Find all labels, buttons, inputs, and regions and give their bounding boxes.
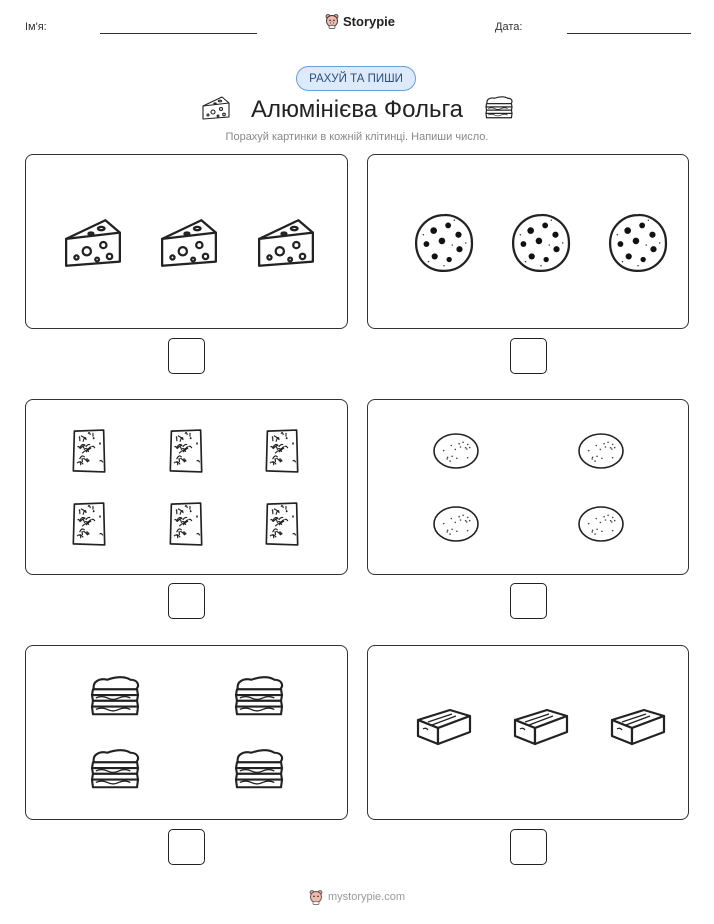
sandwich-icon [232,747,286,793]
cheese-icon [62,216,124,270]
foil-sheet-icon [168,501,204,547]
instructions: Порахуй картинки в кожній клітинці. Напиши число. [225,131,489,143]
foil-sheet-icon [264,428,300,474]
count-card-1 [25,154,348,329]
foil-sheet-icon [168,428,204,474]
foil-sheet-icon [71,501,107,547]
answer-box-3[interactable] [168,583,205,619]
sandwich-icon [88,747,142,793]
footer [0,889,714,905]
date-label: Дата: [495,21,523,33]
sandwich-icon [483,95,515,121]
answer-box-4[interactable] [510,583,547,619]
potato-icon [577,504,625,544]
butter-icon [414,702,474,746]
cookie-icon [510,212,572,274]
count-card-3 [25,399,348,575]
name-line[interactable] [100,33,257,34]
potato-icon [432,431,480,471]
page-title [0,96,714,124]
butter-icon [608,702,668,746]
sandwich-icon [232,674,286,720]
cheese-icon [255,216,317,270]
bear-icon [309,889,323,905]
page-title-text: Алюмінієва Фольга [250,96,464,123]
cookie-icon [607,212,669,274]
foil-sheet-icon [264,501,300,547]
potato-icon [577,431,625,471]
foil-sheet-icon [71,428,107,474]
brand-logo [325,13,395,29]
cookie-icon [413,212,475,274]
count-card-4 [367,399,689,575]
count-card-6 [367,645,689,820]
sandwich-icon [88,674,142,720]
answer-box-5[interactable] [168,829,205,865]
butter-icon [511,702,571,746]
footer-link[interactable]: mystorypie.com [327,891,406,903]
brand-name: Storypie [343,13,396,29]
answer-box-6[interactable] [510,829,547,865]
count-card-2 [367,154,689,329]
date-line[interactable] [567,33,691,34]
name-label: Ім'я: [25,21,47,33]
answer-box-1[interactable] [168,338,205,374]
cheese-icon [158,216,220,270]
answer-box-2[interactable] [510,338,547,374]
count-card-5 [25,645,348,820]
activity-badge: РАХУЙ ТА ПИШИ [296,66,416,91]
bear-icon [325,13,339,29]
cheese-icon [201,95,231,121]
potato-icon [432,504,480,544]
